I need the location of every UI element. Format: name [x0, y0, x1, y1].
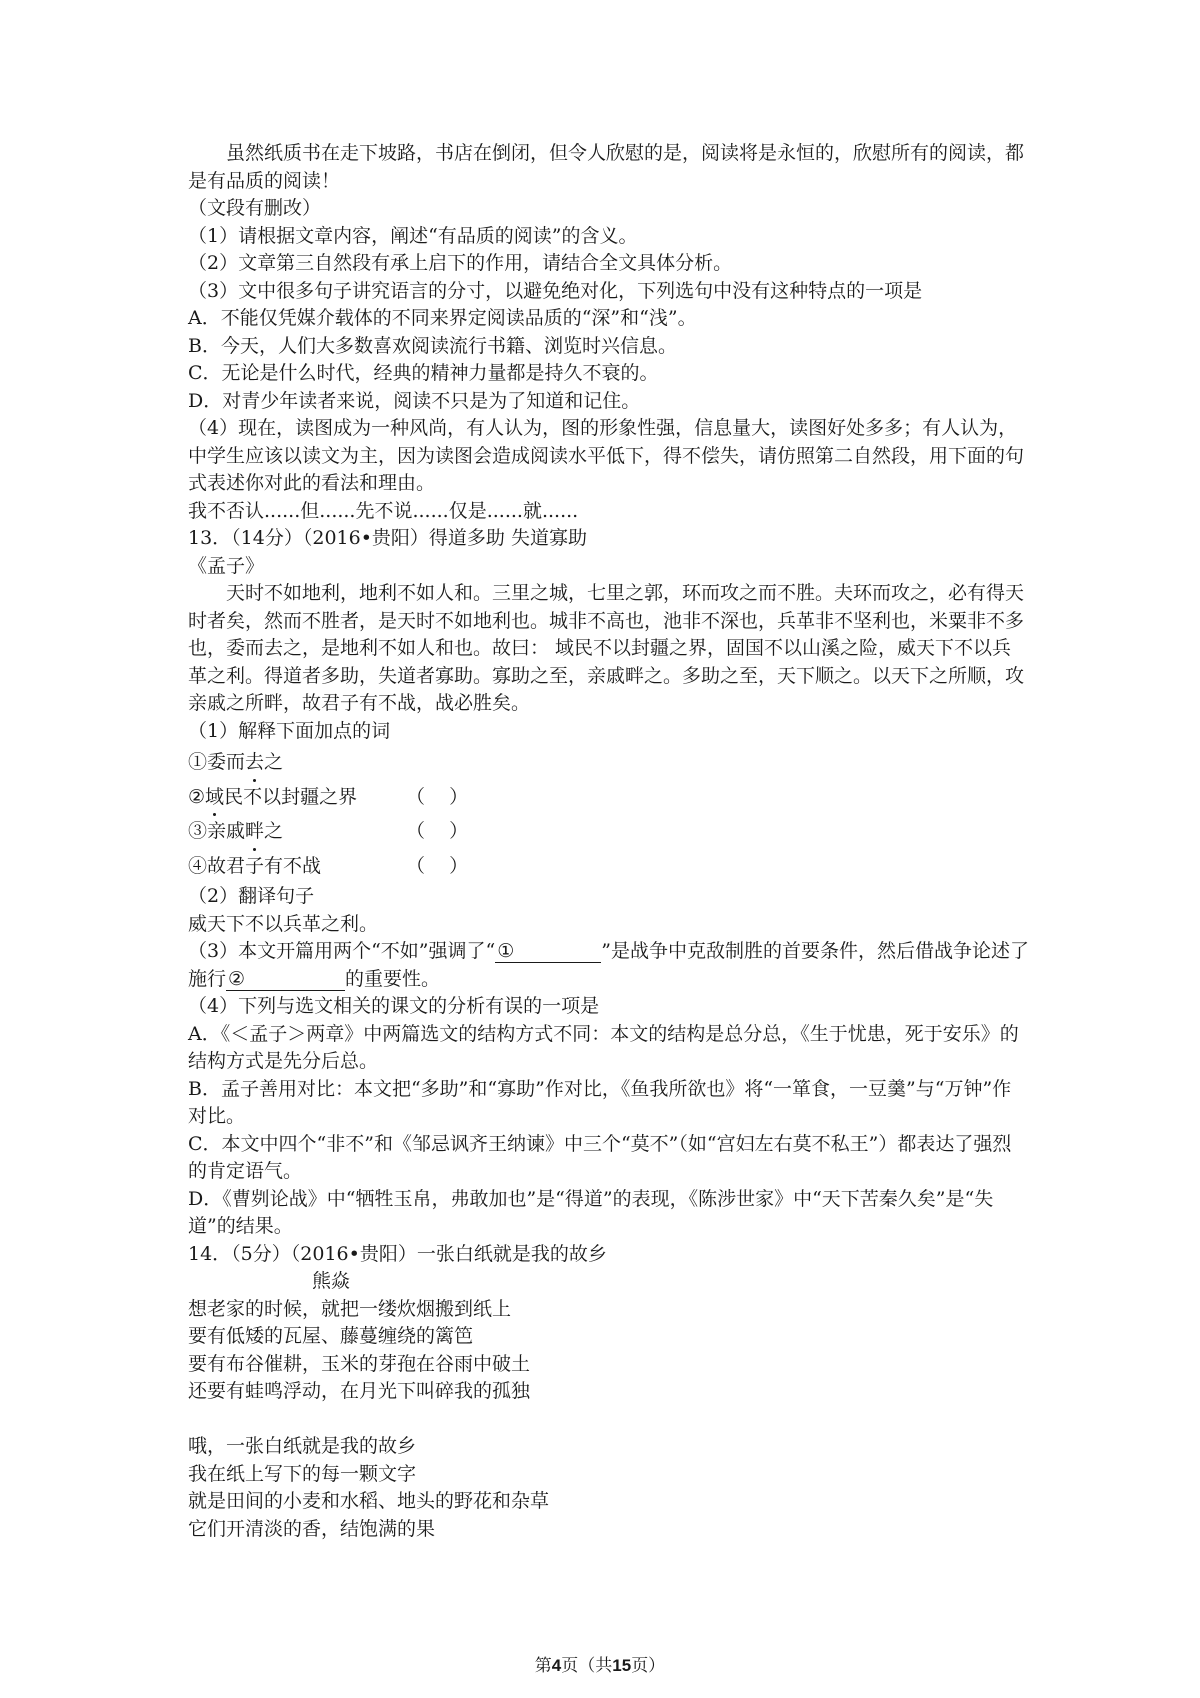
q13-part2: （2）翻译句子 — [188, 885, 315, 907]
q13-part4: （4）下列与选文相关的课文的分析有误的一项是 — [188, 995, 600, 1017]
passage-closing-paragraph: 虽然纸质书在走下坡路，书店在倒闭，但令人欣慰的是，阅读将是永恒的，欣慰所有的阅读，都是有品质的阅读！ — [188, 142, 1025, 192]
poem-author: 熊焱 — [312, 1270, 351, 1292]
document-page — [188, 140, 1030, 1543]
q13-source: 《孟子》 — [188, 554, 265, 577]
page-number: 4 — [551, 1656, 562, 1675]
poem-line: 我在纸上写下的每一颗文字 — [188, 1462, 417, 1485]
answer-parenthesis: （ ） — [406, 854, 469, 877]
q13-option-d: D．《曹刿论战》中“牺牲玉帛，弗敢加也”是“得道”的表现，《陈涉世家》中“天下苦秦久矣”是“失道”的结果。 — [188, 1187, 994, 1237]
edit-note: （文段有删改） — [188, 197, 322, 219]
q13-part3: （3）本文开篇用两个“不如”强调了“ ① ”是战争中克敌制胜的首要条件，然后借战争论述了施行 ② 的重要性。 — [188, 940, 1029, 990]
poem-line: 要有布谷催耕，玉米的芽孢在谷雨中破土 — [188, 1352, 531, 1375]
q13-heading: 13．（14分）（2016•贵阳）得道多助 失道寡助 — [188, 527, 587, 549]
poem-line: 想老家的时候，就把一缕炊烟搬到纸上 — [188, 1297, 512, 1320]
q13-option-a: A．《＜孟子＞两章》中两篇选文的结构方式不同：本文的结构是总分总，《生于忧患，死于安乐》的结构方式是先分后总。 — [188, 1022, 1019, 1072]
q13-word-item-2: ②域民不以封疆之界 （ ） — [188, 780, 1030, 815]
page-footer: 第4页（共15页） — [534, 1656, 666, 1676]
q12-option-c: C．无论是什么时代，经典的精神力量都是持久不衰的。 — [188, 362, 659, 384]
q12-part1: （1）请根据文章内容，阐述“有品质的阅读”的含义。 — [188, 224, 638, 247]
q13-option-b: B．孟子善用对比：本文把“多助”和“寡助”作对比，《鱼我所欲也》将“一箪食，一豆羹”与“万钟”作对比。 — [188, 1077, 1012, 1127]
q12-option-a: A．不能仅凭媒介载体的不同来界定阅读品质的“深”和“浅”。 — [188, 307, 697, 329]
emphasis-dot-word: 去 — [245, 745, 264, 780]
emphasis-dot-word: 域 — [205, 780, 224, 815]
q12-part3: （3）文中很多句子讲究语言的分寸，以避免绝对化，下列选句中没有这种特点的一项是 — [188, 279, 923, 302]
answer-parenthesis: （ ） — [406, 820, 469, 842]
poem-line: 就是田间的小麦和水稻、地头的野花和杂草 — [188, 1490, 550, 1512]
q13-part1: （1）解释下面加点的词 — [188, 719, 391, 742]
emphasis-dot-word: 畔 — [245, 814, 264, 849]
poem-line: 哦，一张白纸就是我的故乡 — [188, 1435, 417, 1457]
fill-blank-1[interactable]: ① — [495, 940, 601, 963]
stanza-gap — [188, 1406, 1030, 1434]
poem-line: 要有低矮的瓦屋、藤蔓缠绕的篱笆 — [188, 1325, 474, 1347]
q12-part2: （2）文章第三自然段有承上启下的作用，请结合全文具体分析。 — [188, 252, 733, 274]
q12-part4: （4）现在，读图成为一种风尚，有人认为，图的形象性强，信息量大，读图好处多多；有人认为，中学生应该以读文为主，因为读图会造成阅读水平低下，得不偿失，请仿照第二自然段，用下面的句式表述你对此的看法和理由。 — [188, 417, 1025, 494]
q12-option-b: B．今天，人们大多数喜欢阅读流行书籍、浏览时兴信息。 — [188, 334, 677, 357]
q13-word-item-3: ③亲戚畔之 （ ） — [188, 814, 1030, 849]
fill-blank-2[interactable]: ② — [226, 968, 345, 991]
page-total: 15 — [612, 1656, 632, 1675]
q13-word-item-1: ①委而去之 — [188, 745, 1030, 780]
q13-classical-text: 天时不如地利，地利不如人和。三里之城，七里之郭，环而攻之而不胜。夫环而攻之，必有得天时者矣，然而不胜者，是天时不如地利也。城非不高也，池非不深也，兵革非不坚利也，米粟非不多也，委而去之，是地利不如人和也。故曰： 域民不以封疆之界，固国不以山溪之险，威天下不以兵革之利。得道者多助，失道者寡助。寡助之至，亲戚畔之。多助之至，天下顺之。以天下之所顺，攻亲戚之所畔，故君子有不战，战必胜矣。 — [188, 582, 1025, 714]
q13-option-c: C．本文中四个“非不”和《邹忌讽齐王纳谏》中三个“莫不”（如“宫妇左右莫不私王”）都表达了强烈的肯定语气。 — [188, 1132, 1012, 1182]
poem-line: 还要有蛙鸣浮动，在月光下叫碎我的孤独 — [188, 1380, 531, 1402]
q13-translate-sentence: 威天下不以兵革之利。 — [188, 912, 379, 935]
q12-option-d: D．对青少年读者来说，阅读不只是为了知道和记住。 — [188, 389, 641, 412]
q12-sentence-pattern: 我不否认......但......先不说......仅是......就...... — [188, 499, 579, 522]
q14-heading: 14．（5分）（2016•贵阳）一张白纸就是我的故乡 — [188, 1242, 607, 1265]
q13-word-item-4: ④故君子有不战 （ ） — [188, 849, 1030, 884]
answer-parenthesis: （ ） — [406, 785, 469, 808]
poem-line: 它们开清淡的香，结饱满的果 — [188, 1517, 436, 1540]
